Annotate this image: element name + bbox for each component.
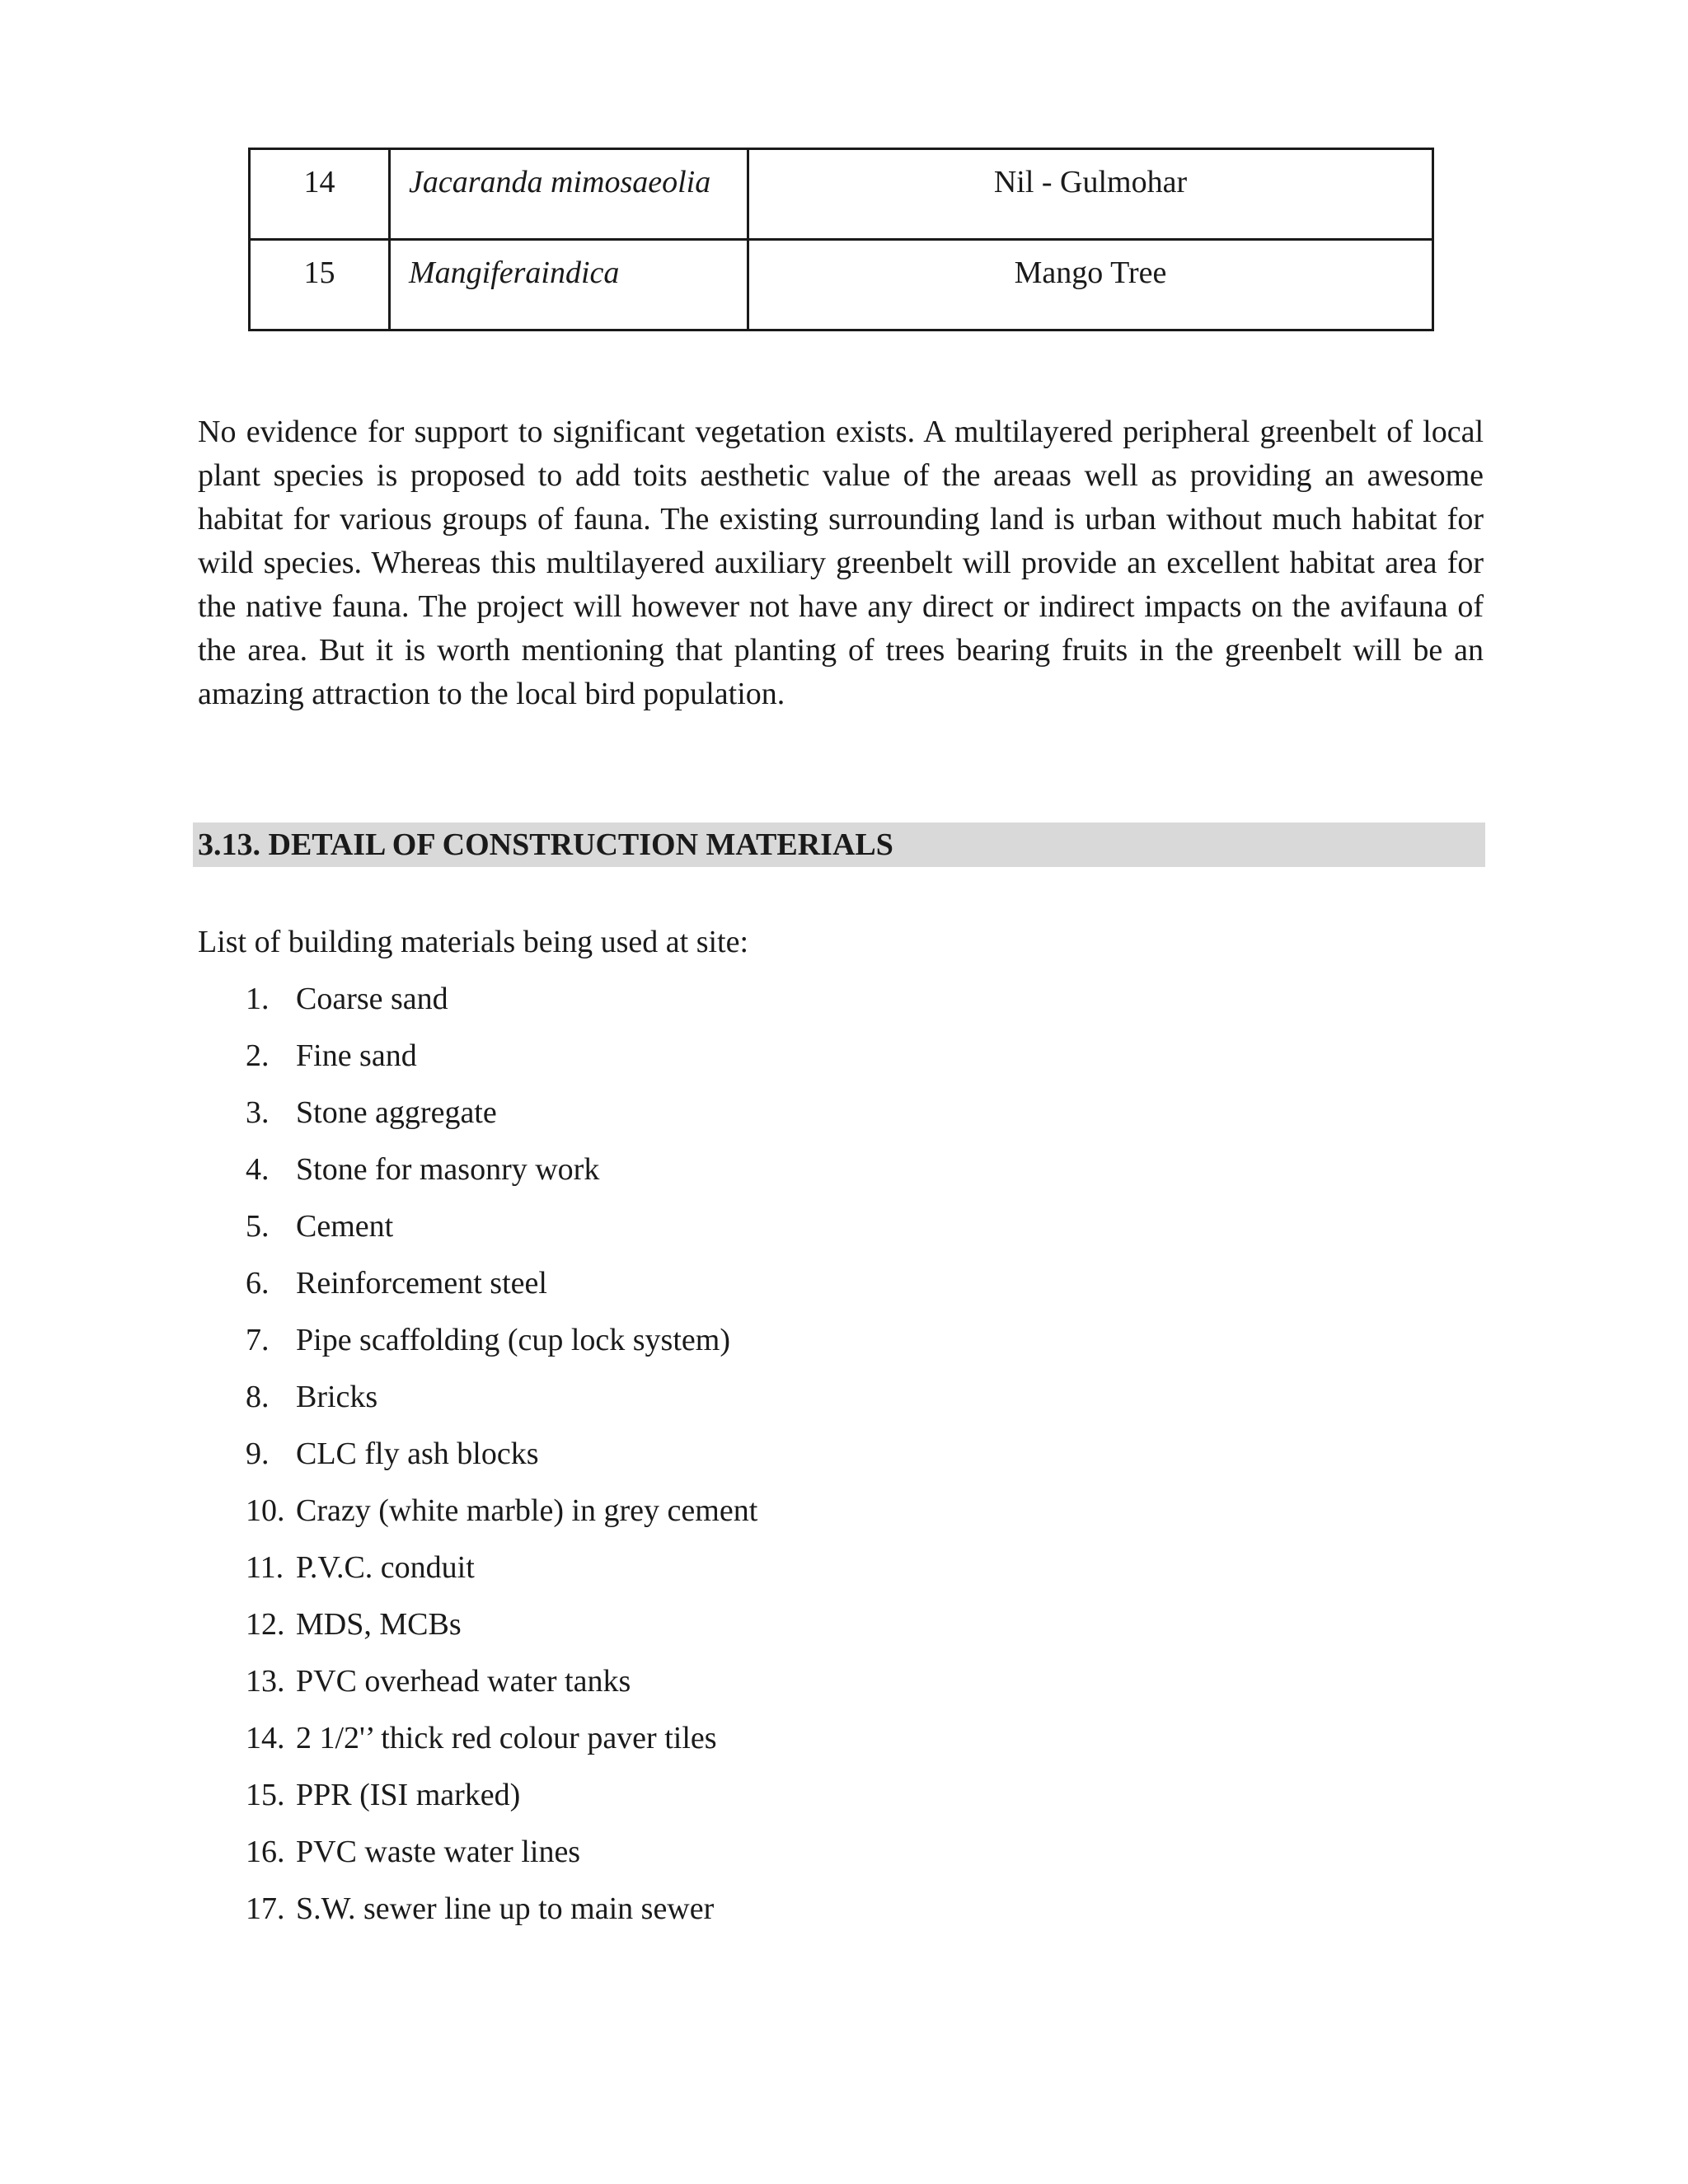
serial-number: 14 [303,165,335,199]
list-item-text: PVC waste water lines [296,1835,581,1869]
list-item-number: 12. [246,1607,285,1642]
list-item-number: 17. [246,1891,285,1926]
vegetation-paragraph: No evidence for support to significant vegetation exists. A multilayered peripheral greenbelt of local plant species is proposed to add toits aesthetic value of the areaas well as providing an awesome habitat for various groups of fauna. The existing surrounding land is urban without much habitat for wild species. Whereas this multilayered auxiliary greenbelt will provide an excellent habitat area for the native fauna. The project will however not have any direct or indirect impacts on the avifauna of the area. But it is worth mentioning that planting of trees bearing fruits in the greenbelt will be an amazing attraction to the local bird population. [198,415,1484,711]
list-item-number: 2. [246,1038,270,1073]
serial-number-cell [250,149,390,240]
list-item [246,977,757,1034]
list-item-number: 3. [246,1095,270,1130]
list-item-number: 8. [246,1380,270,1414]
list-item [246,1262,757,1319]
list-item [246,1319,757,1376]
list-item-number: 13. [246,1664,285,1699]
scientific-name: Mangiferaindica [409,255,620,290]
list-item [246,1546,757,1603]
list-item-text: Pipe scaffolding (cup lock system) [296,1323,730,1357]
list-item-text: P.V.C. conduit [296,1550,475,1585]
list-item-text: Fine sand [296,1038,417,1073]
list-item [246,1432,757,1489]
list-item-text: PPR (ISI marked) [296,1778,521,1812]
list-item [246,1717,757,1774]
list-item-number: 1. [246,982,270,1016]
list-item [246,1774,757,1830]
list-item [246,1091,757,1148]
list-item-text: CLC fly ash blocks [296,1436,539,1471]
scientific-name: Jacaranda mimosaeolia [409,165,711,199]
list-item [246,1489,757,1546]
list-item-text: Coarse sand [296,982,448,1016]
list-item-text: Bricks [296,1380,378,1414]
list-item-text: S.W. sewer line up to main sewer [296,1891,715,1926]
list-item-number: 10. [246,1493,285,1528]
list-item [246,1148,757,1205]
scientific-name-cell [390,240,748,330]
list-item-text: Crazy (white marble) in grey cement [296,1493,758,1528]
section-heading: 3.13. DETAIL OF CONSTRUCTION MATERIALS [193,823,1485,867]
list-item-text: MDS, MCBs [296,1607,462,1642]
list-item-number: 16. [246,1835,285,1869]
list-item [246,1830,757,1887]
list-item [246,1034,757,1091]
list-item-number: 5. [246,1209,270,1244]
common-name-cell [748,240,1433,330]
list-item-text: Stone for masonry work [296,1152,600,1187]
materials-list [246,977,757,1944]
list-item-text: 2 1/2'’ thick red colour paver tiles [296,1721,717,1755]
list-item-number: 14. [246,1721,285,1755]
list-item-number: 4. [246,1152,270,1187]
materials-list-intro: List of building materials being used at site: [198,925,749,959]
list-item-text: Cement [296,1209,394,1244]
list-item [246,1660,757,1717]
list-item-text: PVC overhead water tanks [296,1664,631,1699]
list-item-number: 15. [246,1778,285,1812]
list-item-number: 9. [246,1436,270,1471]
list-item-text: Reinforcement steel [296,1266,547,1301]
species-table [248,148,1434,331]
list-item-number: 11. [246,1550,284,1585]
common-name-cell [748,149,1433,240]
list-item [246,1376,757,1432]
list-item-number: 6. [246,1266,270,1301]
scientific-name-cell [390,149,748,240]
list-item-text: Stone aggregate [296,1095,497,1130]
common-name: Mango Tree [1014,255,1167,290]
serial-number: 15 [303,255,335,290]
common-name: Nil - Gulmohar [993,165,1188,199]
list-item [246,1887,757,1944]
serial-number-cell [250,240,390,330]
list-item-number: 7. [246,1323,270,1357]
list-item [246,1603,757,1660]
table-row [250,149,1433,240]
list-item [246,1205,757,1262]
table-row [250,240,1433,330]
